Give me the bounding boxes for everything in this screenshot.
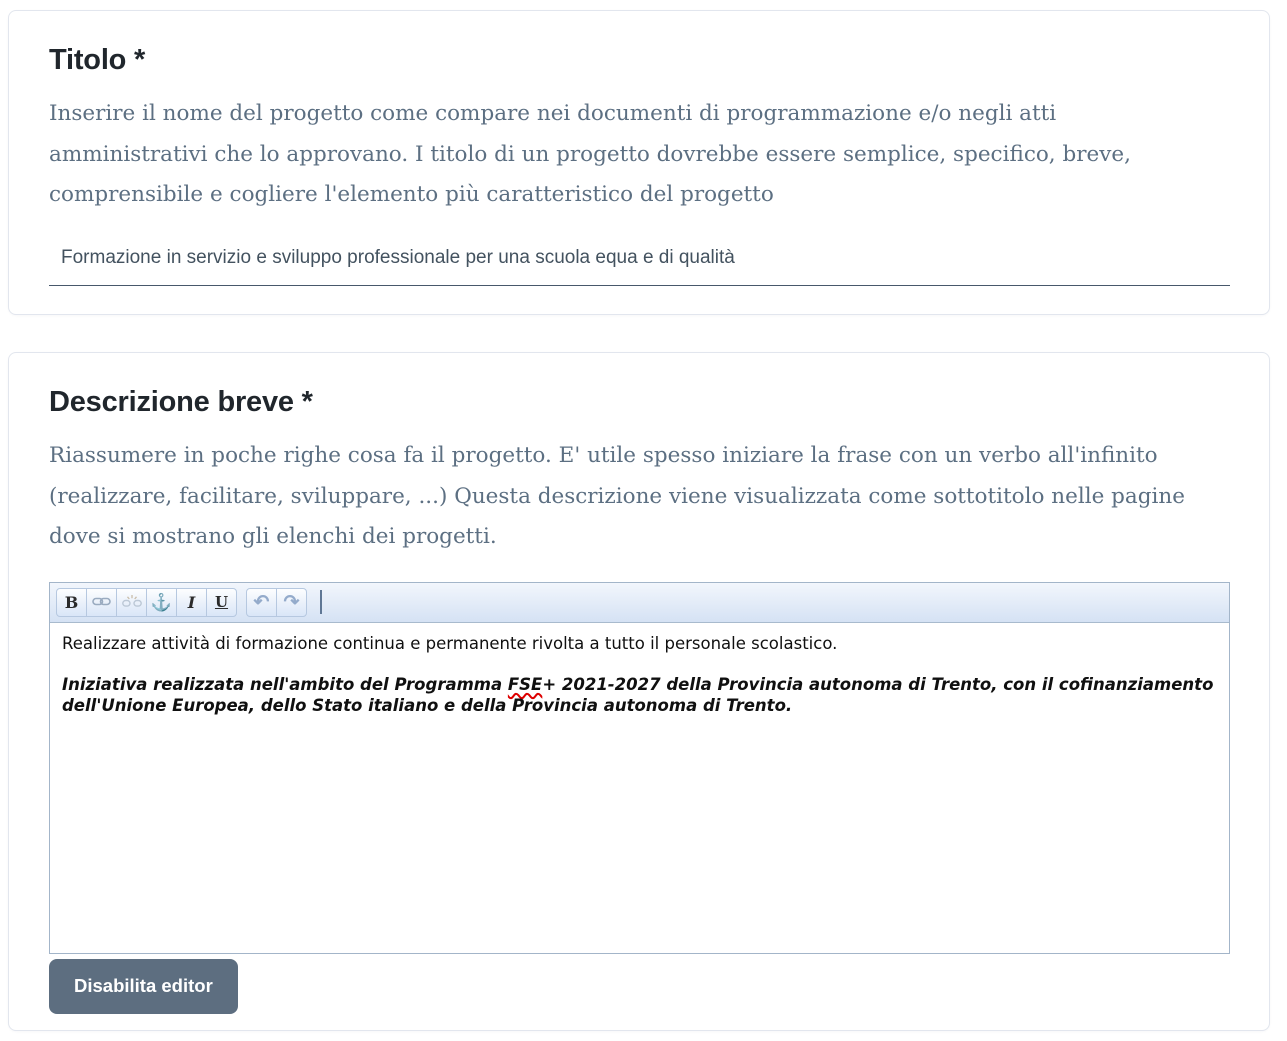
link-icon [92,595,111,610]
bold-button[interactable] [56,588,87,617]
italic-button[interactable] [176,588,207,617]
descrizione-breve-card [8,352,1270,1031]
anchor-button[interactable] [146,588,177,617]
paragraph-2-segment: + 2021-2027 della Provincia autonoma di Trento, con il cofinanziamento dell'Unione Europea, dello Stato italiano e della Provincia autonoma di Trento. [62,674,1214,715]
underline-button[interactable] [206,588,237,617]
descrizione-breve-label: Descrizione breve * [49,386,313,418]
descrizione-breve-help-text: Riassumere in poche righe cosa fa il progetto. E' utile spesso iniziare la frase con un verbo all'infinito (realizzare, facilitare, sviluppare, ...) Questa descrizione viene visualizzata come sottotitolo nelle pagine dove si mostrano gli elenchi dei progetti. [49,443,1185,549]
editor-paragraph-1: Realizzare attività di formazione continua e permanente rivolta a tutto il personale scolastico. [62,633,838,653]
toolbar-separator [320,590,322,614]
disable-editor-button[interactable]: Disabilita editor [49,959,238,1014]
rich-text-editor [49,582,1230,954]
link-button[interactable] [86,588,117,617]
underline-icon: U [214,593,229,611]
undo-button-group [246,588,307,617]
format-button-group [56,588,237,617]
editor-content-area[interactable] [50,623,1229,953]
editor-toolbar [50,583,1229,623]
editor-paragraph-2 [62,674,1217,717]
redo-button[interactable] [276,588,307,617]
bold-icon: B [64,592,79,612]
anchor-icon: ⚓ [150,592,173,612]
unlink-button[interactable] [116,588,147,617]
titolo-input[interactable] [49,243,1230,286]
unlink-icon [122,594,142,611]
italic-icon: I [187,592,196,612]
undo-button[interactable] [246,588,277,617]
titolo-help-text: Inserire il nome del progetto come compare nei documenti di programmazione e/o negli atti amministrativi che lo approvano. I titolo di un progetto dovrebbe essere semplice, specifico, breve, comprensibile e cogliere l'elemento più caratteristico del progetto [49,101,1131,207]
undo-icon: ↶ [253,591,270,613]
misspelled-word: FSE [507,674,543,694]
titolo-card [8,10,1270,315]
redo-icon: ↷ [283,591,300,613]
titolo-label: Titolo * [49,44,146,76]
paragraph-2-segment: Iniziativa realizzata nell'ambito del Programma [62,674,508,694]
